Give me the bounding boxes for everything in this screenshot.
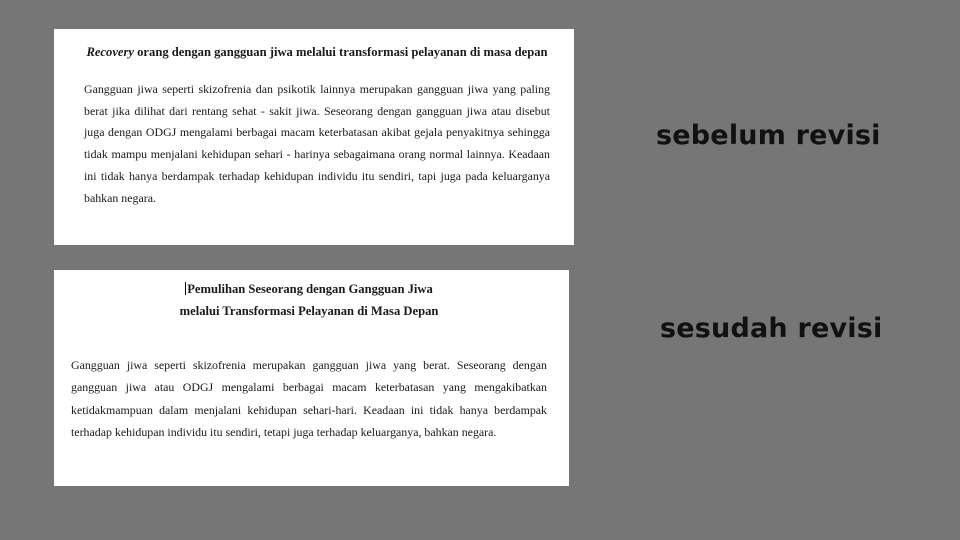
doc-title-rest: orang dengan gangguan jiwa melalui transformasi pelayanan di masa depan	[133, 45, 548, 59]
doc-title-line-1-text: Pemulihan Seseorang dengan Gangguan Jiwa	[187, 282, 433, 296]
doc-title-before	[84, 43, 550, 61]
doc-title-line-2: melalui Transformasi Pelayanan di Masa Depan	[179, 304, 439, 318]
label-before-revision: sebelum revisi	[656, 120, 881, 151]
doc-title-after	[71, 278, 547, 322]
document-before-revision	[54, 29, 574, 245]
doc-body-before: Gangguan jiwa seperti skizofrenia dan psikotik lainnya merupakan gangguan jiwa yang paling berat jika dilihat dari rentang sehat - sakit jiwa. Seseorang dengan gangguan jiwa atau disebut juga dengan ODGJ mengalami berbagai macam keterbatasan akibat gejala penyakitnya sehingga tidak mampu menjalani kehidupan sehari - harinya sebagaimana orang normal lainnya. Keadaan ini tidak hanya berdampak terhadap kehidupan individu itu sendiri, tapi juga pada keluarganya bahkan negara.	[84, 82, 550, 205]
doc-title-italic-word: Recovery	[86, 45, 134, 59]
label-after-revision: sesudah revisi	[660, 313, 883, 344]
document-after-revision	[54, 270, 569, 486]
doc-title-line-1	[71, 278, 547, 300]
doc-body-after: Gangguan jiwa seperti skizofrenia merupakan gangguan jiwa yang berat. Seseorang dengan gangguan jiwa atau ODGJ mengalami berbagai macam keterbatasan yang mengakibatkan ketidakmampuan dalam menjalani kehidupan sehari-hari. Keadaan ini tidak hanya berdampak terhadap kehidupan individu itu sendiri, tetapi juga terhadap keluarganya, bahkan negara.	[71, 358, 547, 440]
